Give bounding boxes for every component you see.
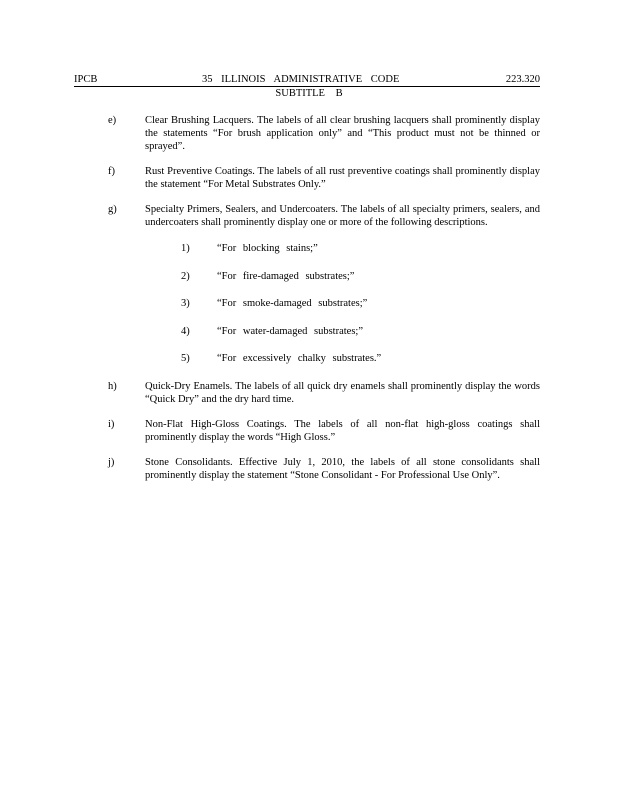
list-item <box>108 203 540 365</box>
item-text: Clear Brushing Lacquers. The labels of all clear brushing lacquers shall prominently display the statements “For brush application only” and “This product must not be thinned or sprayed”. <box>145 115 540 152</box>
page-header <box>74 73 540 87</box>
sub-list-item <box>181 325 540 338</box>
list-item <box>108 165 540 191</box>
sub-item-text: “For smoke-damaged substrates;” <box>217 298 368 309</box>
header-section-number: 223.320 <box>505 74 540 85</box>
sub-list-item <box>181 352 540 365</box>
sub-list-item <box>181 297 540 310</box>
list-item <box>108 114 540 153</box>
sub-item-number: 2) <box>181 270 190 282</box>
sub-list-item <box>181 242 540 255</box>
sub-list-item <box>181 270 540 283</box>
item-label: i) <box>108 418 115 430</box>
item-text: Rust Preventive Coatings. The labels of all rust preventive coatings shall prominently display the statement “For Metal Substrates Only.” <box>145 166 540 190</box>
list-item <box>108 380 540 406</box>
item-label: j) <box>108 456 115 468</box>
item-text: Non-Flat High-Gloss Coatings. The labels of all non-flat high-gloss coatings shall prominently display the words “High Gloss.” <box>145 418 540 443</box>
item-label: f) <box>108 166 115 177</box>
sub-item-text: “For blocking stains;” <box>217 243 318 254</box>
sub-item-text: “For excessively chalky substrates.” <box>217 353 382 364</box>
item-label: g) <box>108 204 117 215</box>
list-item <box>108 418 540 444</box>
header-code-title: 35 ILLINOIS ADMINISTRATIVE CODE <box>202 74 400 85</box>
list-item <box>108 456 540 482</box>
item-text: Specialty Primers, Sealers, and Undercoaters. The labels of all specialty primers, sealers, and undercoaters shall prominently display one or more of the following descriptions. <box>145 204 540 228</box>
item-label: h) <box>108 380 117 392</box>
item-text: Stone Consolidants. Effective July 1, 2010, the labels of all stone consolidants shall prominently display the statement “Stone Consolidant - For Professional Use Only”. <box>145 456 540 481</box>
section-body <box>108 114 540 494</box>
item-label: e) <box>108 115 117 126</box>
header-subtitle: SUBTITLE B <box>275 88 343 99</box>
sub-item-text: “For fire-damaged substrates;” <box>217 270 355 282</box>
header-agency: IPCB <box>74 74 98 85</box>
sub-item-text: “For water-damaged substrates;” <box>217 325 363 337</box>
sub-item-number: 3) <box>181 298 190 309</box>
sub-item-number: 4) <box>181 325 190 337</box>
sub-item-number: 1) <box>181 243 190 254</box>
sub-item-number: 5) <box>181 353 190 364</box>
item-text: Quick-Dry Enamels. The labels of all quick dry enamels shall prominently display the words “Quick Dry” and the dry hard time. <box>145 380 540 405</box>
sub-list <box>181 242 540 365</box>
